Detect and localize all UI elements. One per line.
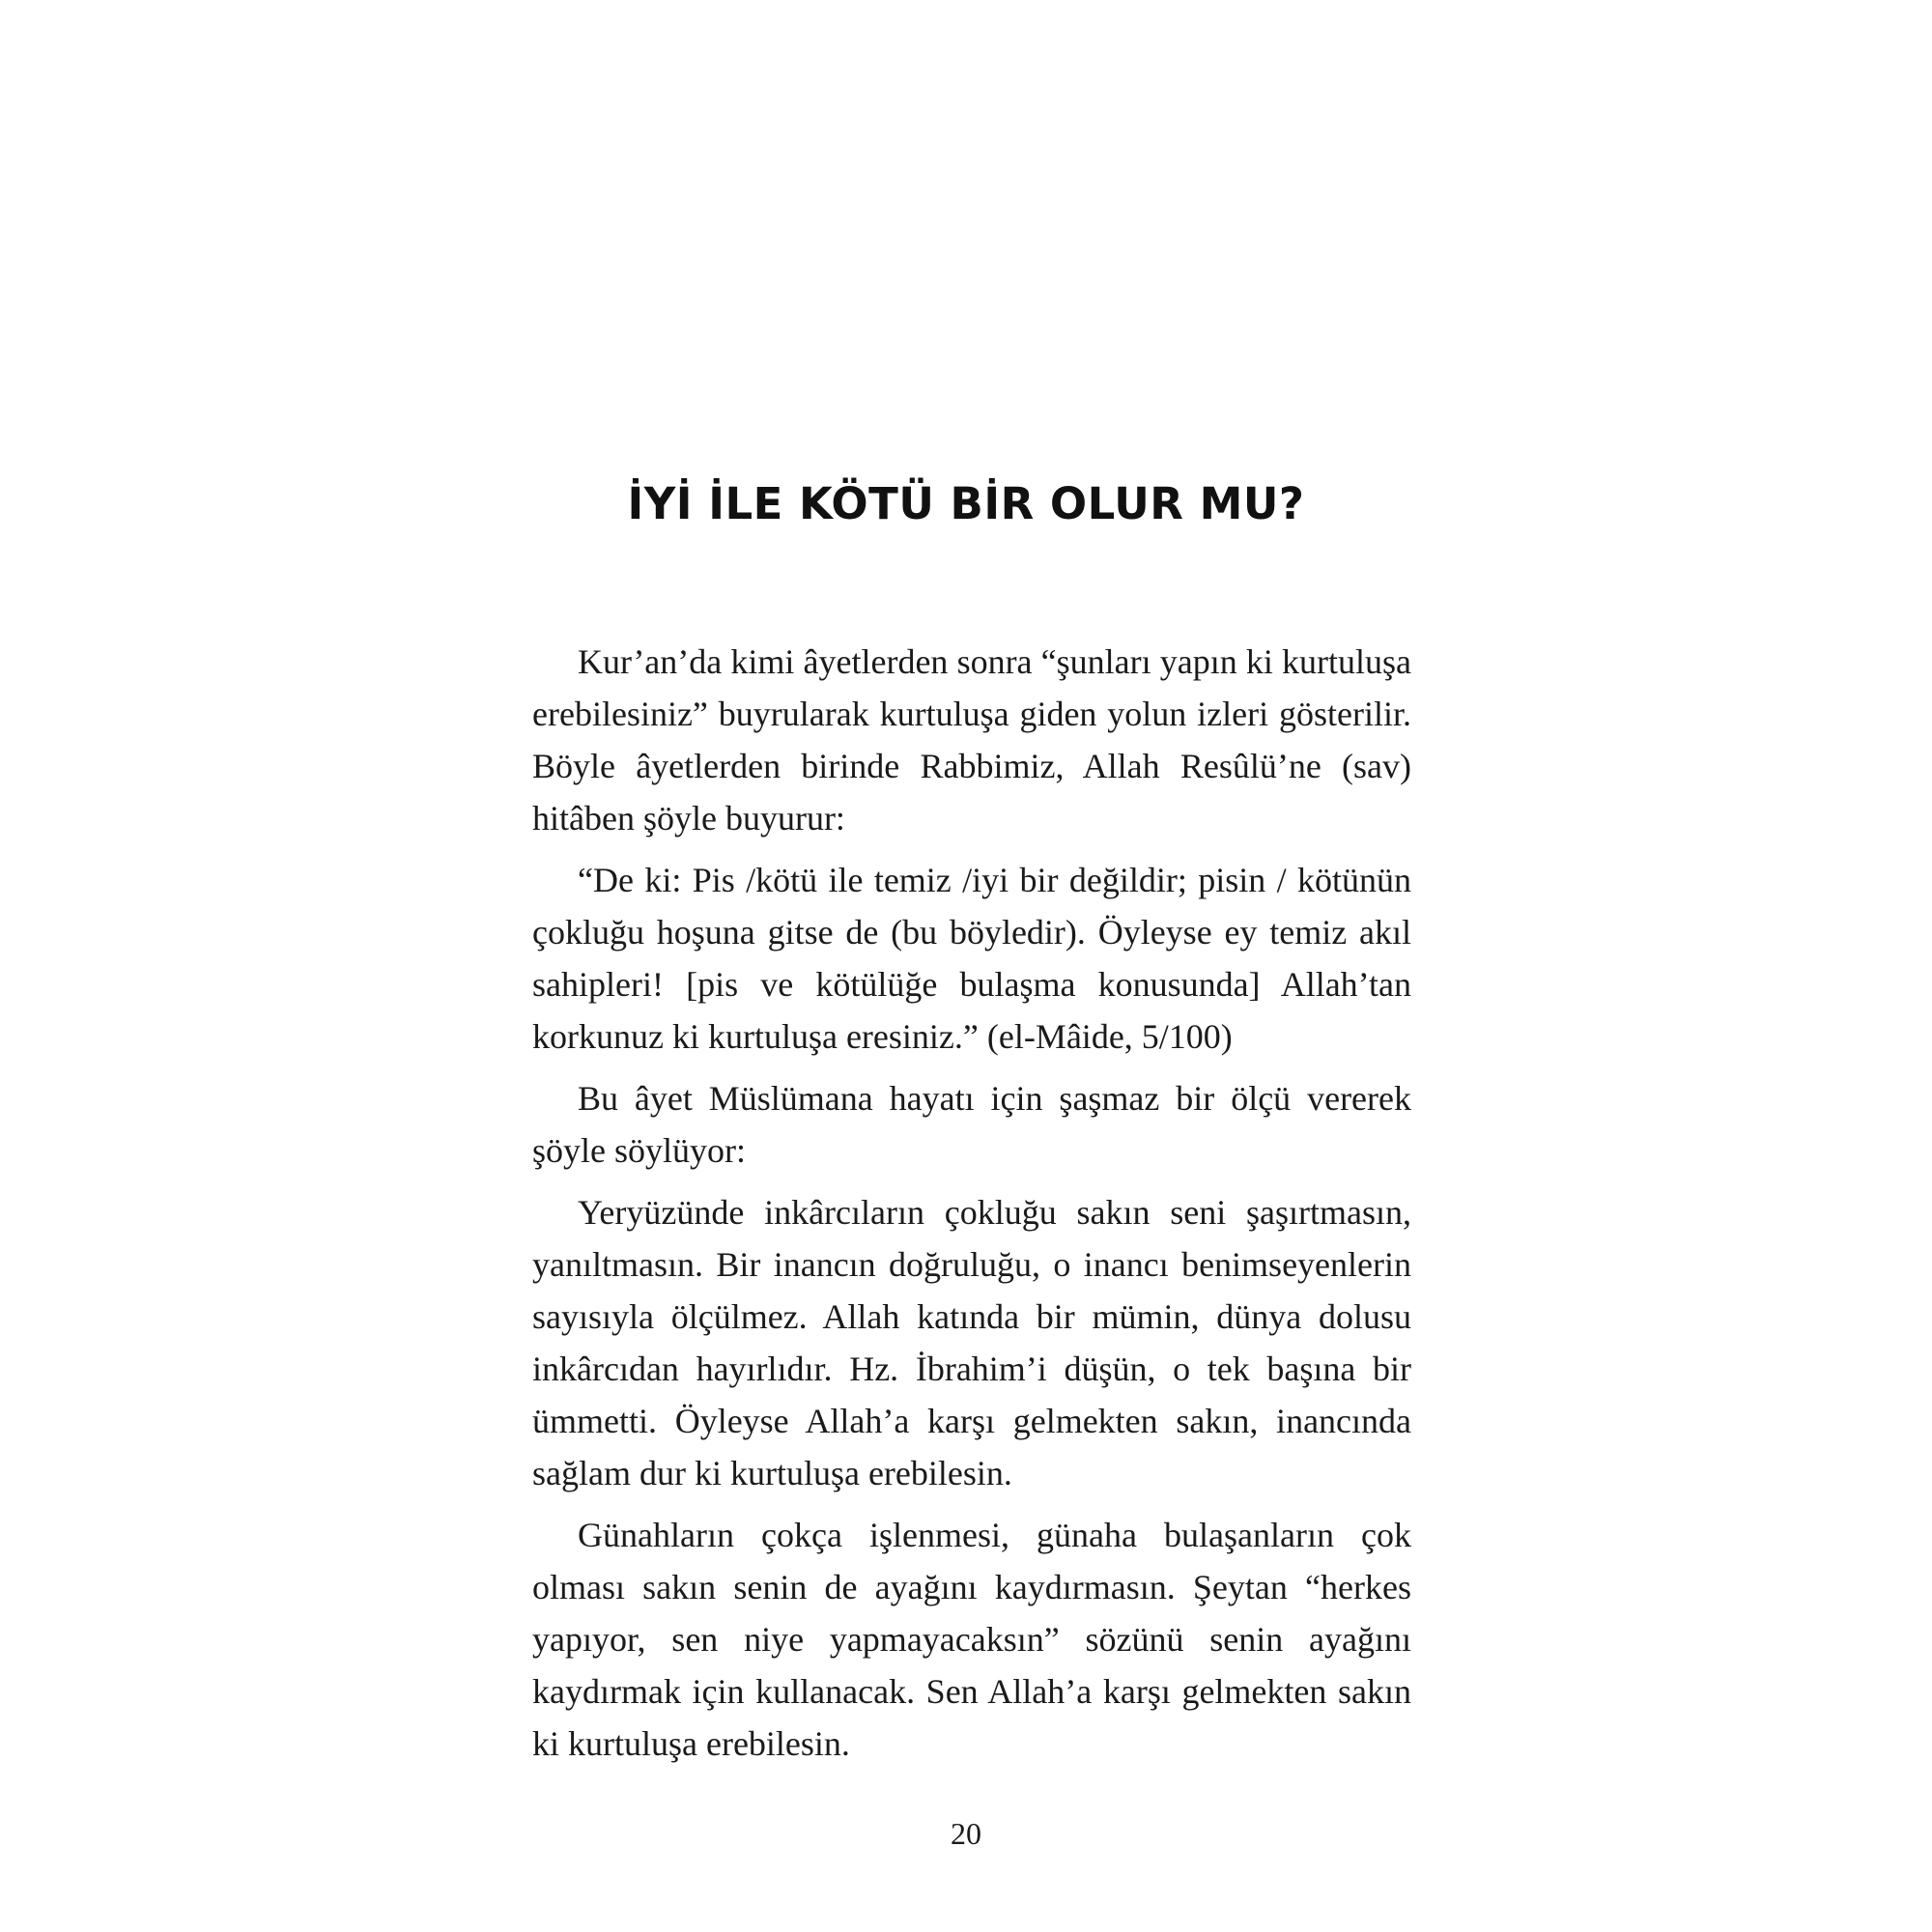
body-text <box>532 636 1411 1779</box>
paragraph: Bu âyet Müslümana hayatı için şaşmaz bir ölçü vererek şöyle söylüyor: <box>532 1079 1411 1170</box>
paragraph: Kur’an’da kimi âyetlerden sonra “şunları yapın ki kurtuluşa erebilesiniz” buyrularak kurtuluşa giden yolun izleri gösterilir. Böyle âyetlerden birinde Rabbimiz, Allah Resûlü’ne (sav) hitâben şöyle buyurur: <box>532 642 1411 838</box>
quote-paragraph: “De ki: Pis /kötü ile temiz /iyi bir değildir; pisin / kötünün çokluğu hoşuna gitse de (bu böyledir). Öyleyse ey temiz akıl sahipleri! [pis ve kötülüğe bulaşma konusunda] Allah’tan korkunuz ki kurtuluşa eresiniz.” (el-Mâide, 5/100) <box>532 861 1411 1056</box>
chapter-title: İYİ İLE KÖTÜ BİR OLUR MU? <box>627 478 1305 529</box>
paragraph: Yeryüzünde inkârcıların çokluğu sakın seni şaşırtmasın, yanıltmasın. Bir inancın doğruluğu, o inancı benimseyenlerin sayısıyla ölçülmez. Allah katında bir mümin, dünya dolusu inkârcıdan hayırlıdır. Hz. İbrahim’i düşün, o tek başına bir ümmetti. Öyleyse Allah’a karşı gelmekten sakın, inancında sağlam dur ki kurtuluşa erebilesin. <box>532 1193 1411 1492</box>
paragraph: Günahların çokça işlenmesi, günaha bulaşanların çok olması sakın senin de ayağını kaydırmasın. Şeytan “herkes yapıyor, sen niye yapmayacaksın” sözünü senin ayağını kaydırmak için kullanacak. Sen Allah’a karşı gelmekten sakın ki kurtuluşa erebilesin. <box>532 1516 1411 1763</box>
page-number: 20 <box>951 1816 981 1851</box>
